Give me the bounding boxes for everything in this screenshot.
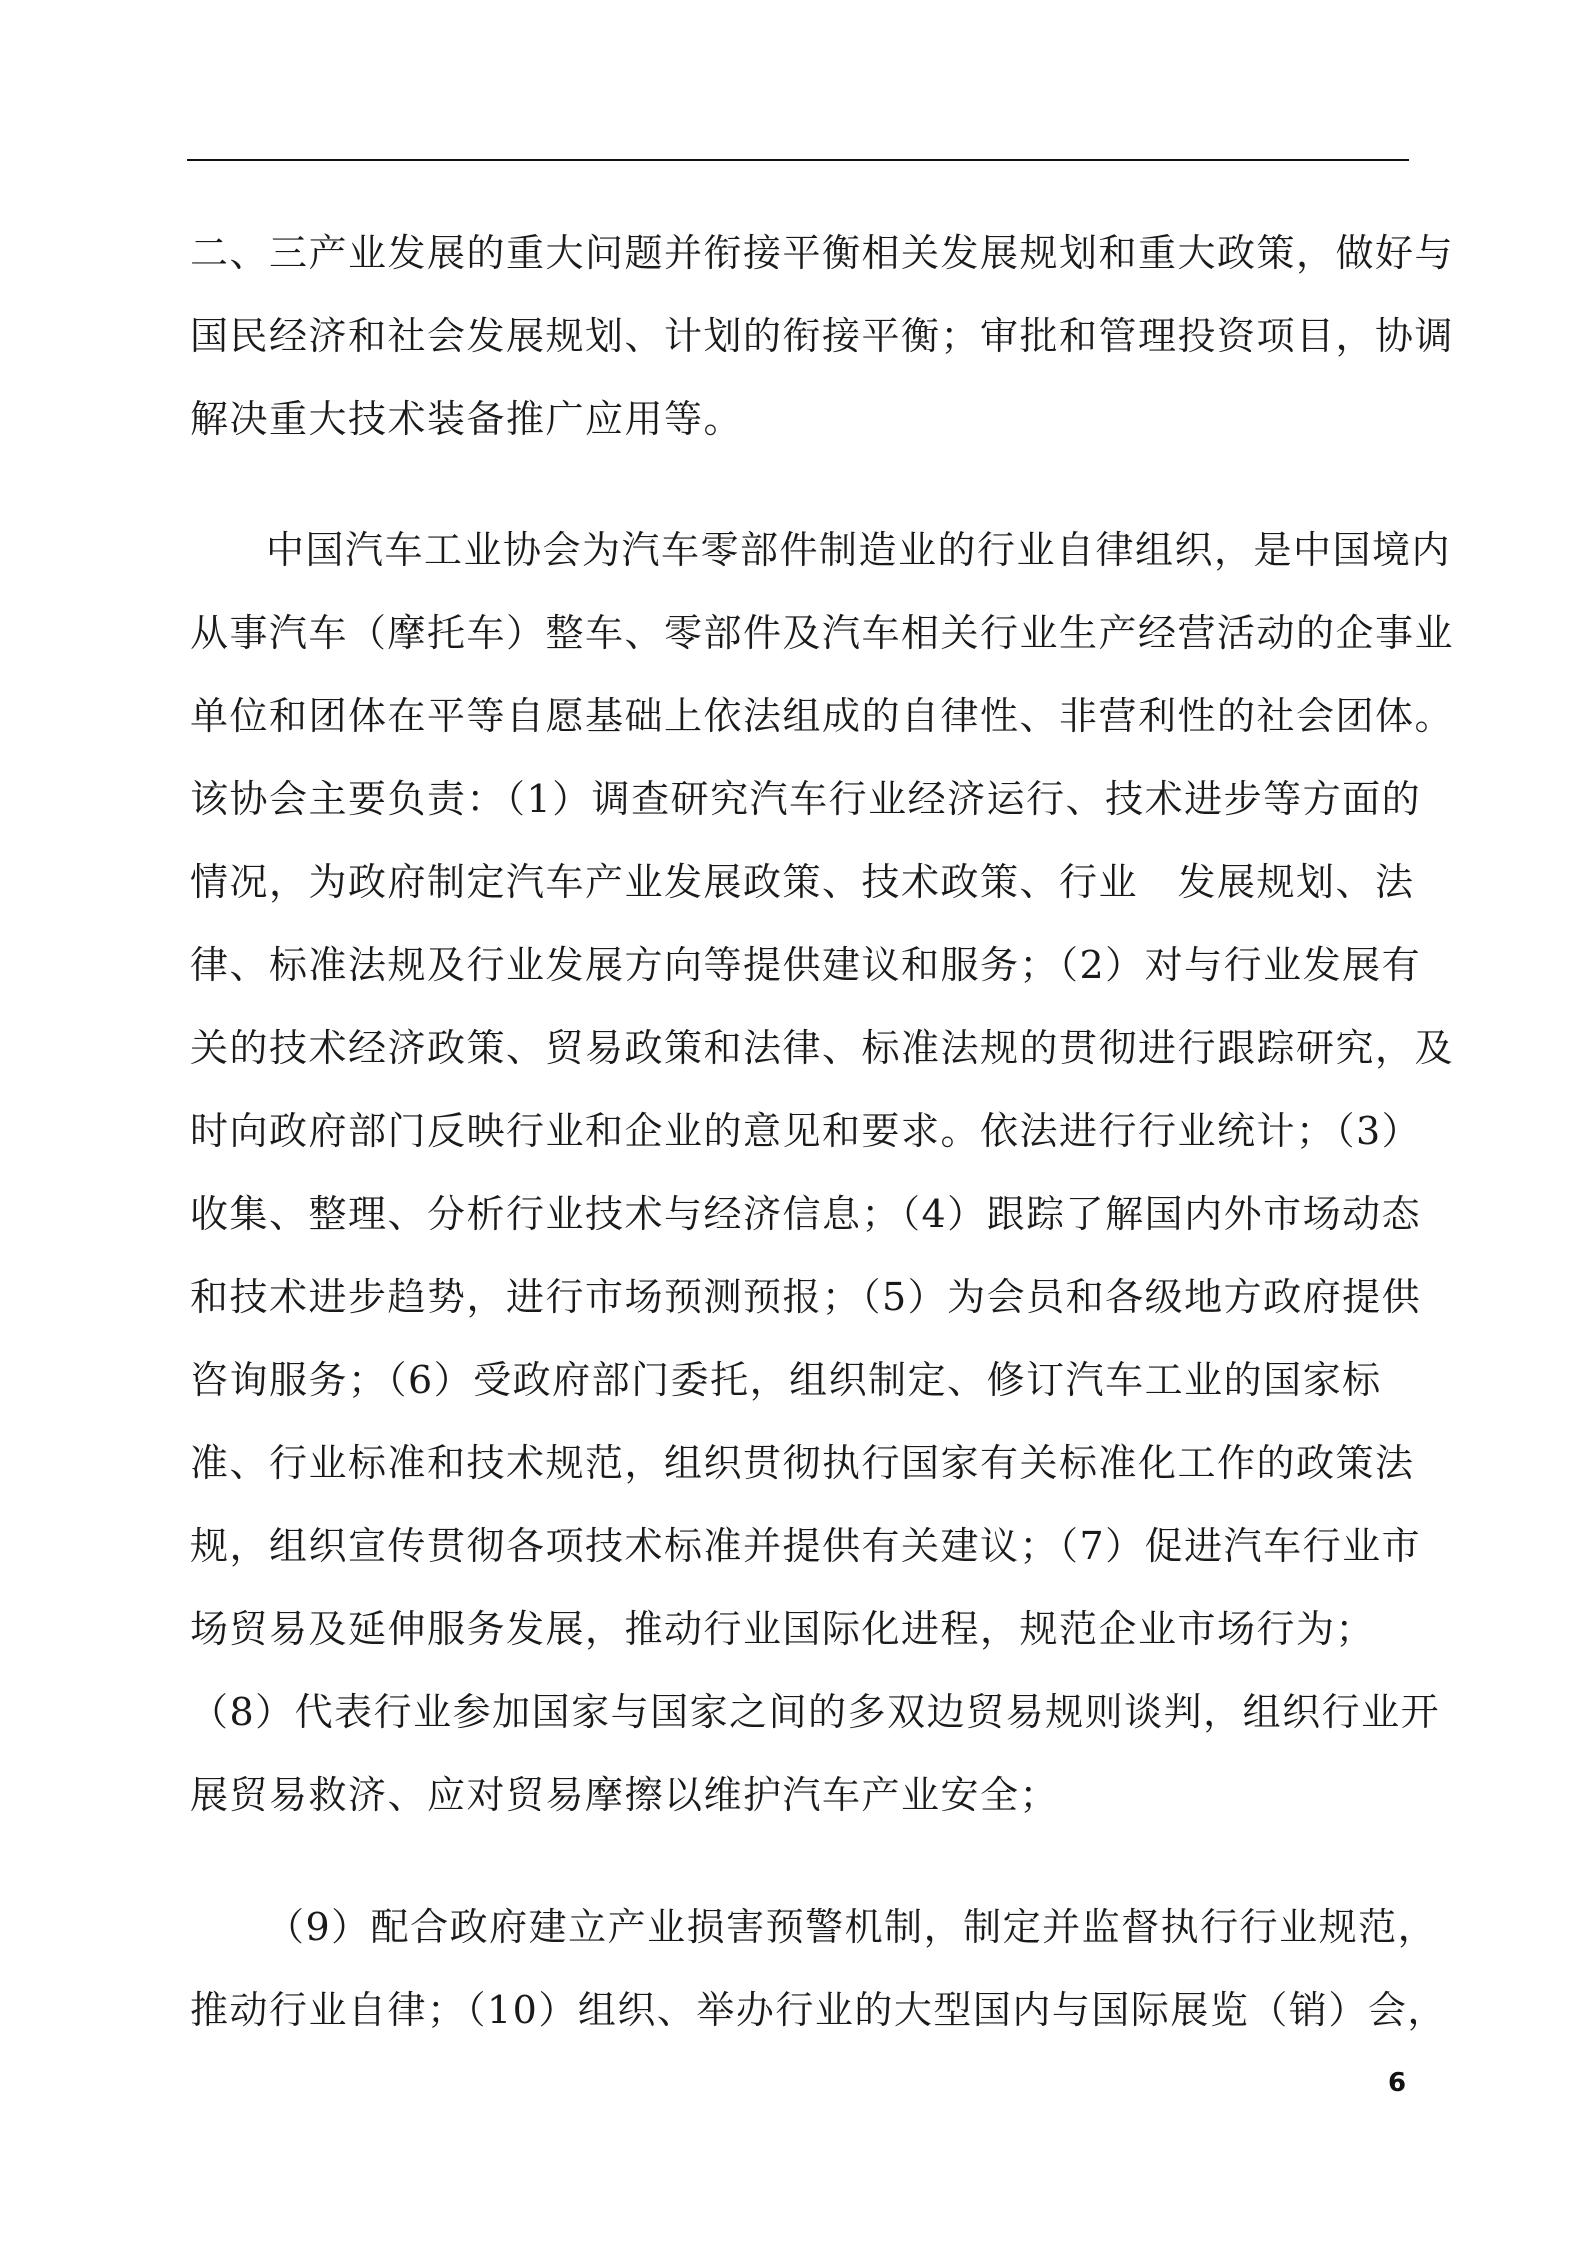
text-line: 中国汽车工业协会为汽车零部件制造业的行业自律组织，是中国境内 bbox=[266, 528, 1452, 572]
header-rule bbox=[187, 159, 1409, 161]
text-line: 情况，为政府制定汽车产业发展政策、技术政策、行业 发展规划、法 bbox=[190, 860, 1415, 904]
text-line: 和技术进步趋势，进行市场预测预报；（5）为会员和各级地方政府提供 bbox=[190, 1275, 1422, 1319]
text-line: 律、标准法规及行业发展方向等提供建议和服务；（2）对与行业发展有 bbox=[190, 943, 1422, 987]
page-number: 6 bbox=[1388, 2068, 1407, 2098]
text-line: 从事汽车（摩托车）整车、零部件及汽车相关行业生产经营活动的企事业 bbox=[190, 611, 1455, 655]
text-line: 规，组织宣传贯彻各项技术标准并提供有关建议；（7）促进汽车行业市 bbox=[190, 1524, 1422, 1568]
text-line: 该协会主要负责：（1）调查研究汽车行业经济运行、技术进步等方面的 bbox=[190, 777, 1422, 821]
text-line: 收集、整理、分析行业技术与经济信息；（4）跟踪了解国内外市场动态 bbox=[190, 1192, 1422, 1236]
text-line: （8）代表行业参加国家与国家之间的多双边贸易规则谈判，组织行业开 bbox=[190, 1690, 1441, 1734]
text-line: （9）配合政府建立产业损害预警机制，制定并监督执行行业规范， bbox=[266, 1905, 1438, 1949]
text-line: 单位和团体在平等自愿基础上依法组成的自律性、非营利性的社会团体。 bbox=[190, 694, 1455, 738]
text-line: 咨询服务；（6）受政府部门委托，组织制定、修订汽车工业的国家标 bbox=[190, 1358, 1382, 1402]
text-line: 准、行业标准和技术规范，组织贯彻执行国家有关标准化工作的政策法 bbox=[190, 1441, 1415, 1485]
paragraph-1 bbox=[190, 212, 1455, 461]
text-line: 解决重大技术装备推广应用等。 bbox=[190, 397, 744, 441]
text-line: 国民经济和社会发展规划、计划的衔接平衡；审批和管理投资项目，协调 bbox=[190, 314, 1455, 358]
text-line: 展贸易救济、应对贸易摩擦以维护汽车产业安全； bbox=[190, 1773, 1060, 1817]
text-line: 关的技术经济政策、贸易政策和法律、标准法规的贯彻进行跟踪研究，及 bbox=[190, 1026, 1455, 1070]
text-line: 推动行业自律；（10）组织、举办行业的大型国内与国际展览（销）会， bbox=[190, 1988, 1447, 2032]
text-line: 时向政府部门反映行业和企业的意见和要求。依法进行行业统计；（3） bbox=[190, 1109, 1422, 1153]
paragraph-2 bbox=[190, 509, 1455, 1837]
text-line: 二、三产业发展的重大问题并衔接平衡相关发展规划和重大政策，做好与 bbox=[190, 231, 1455, 275]
text-line: 场贸易及延伸服务发展，推动行业国际化进程，规范企业市场行为； bbox=[190, 1607, 1376, 1651]
paragraph-3 bbox=[190, 1886, 1447, 2052]
